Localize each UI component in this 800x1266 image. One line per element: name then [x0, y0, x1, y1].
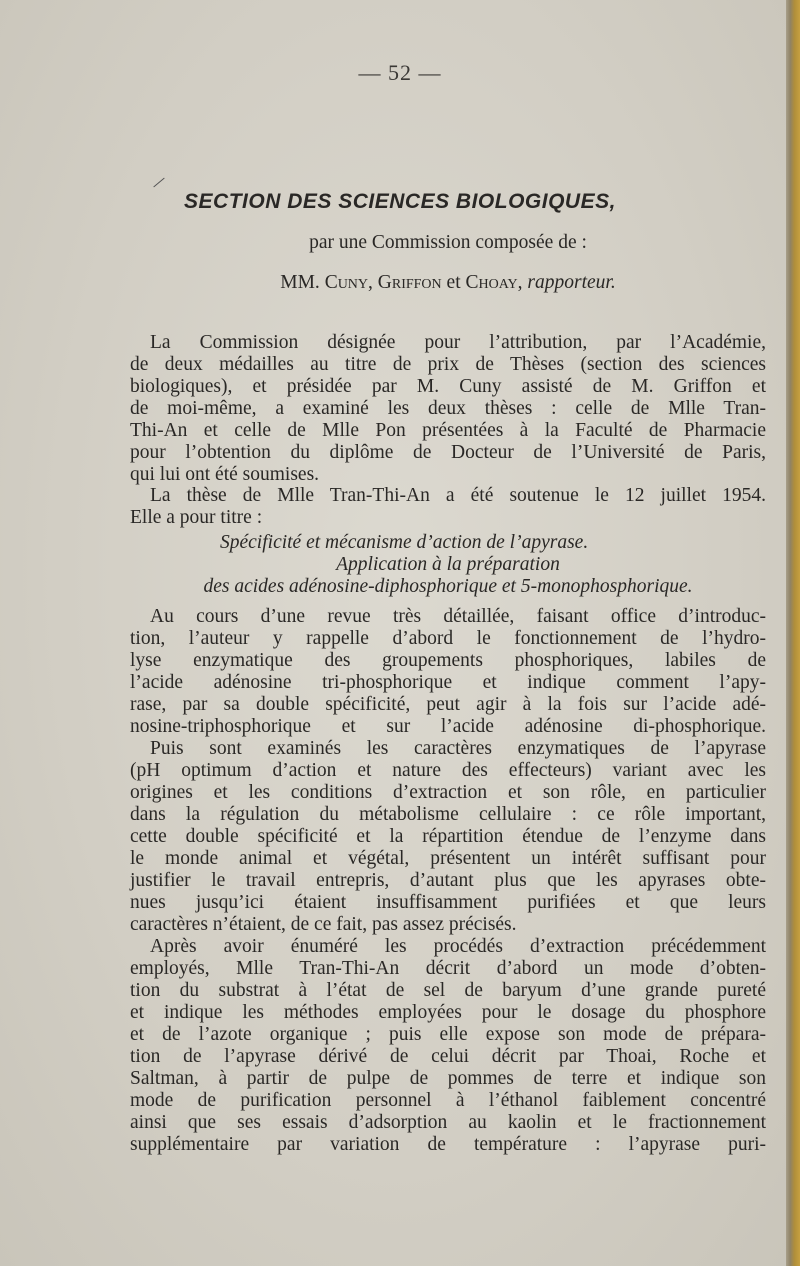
text-line: employés, Mlle Tran-Thi-An décrit d’abord un mode d’obten- — [130, 958, 766, 979]
thesis-title-line: des acides adénosine-diphosphorique et 5-monophosphorique. — [203, 576, 693, 597]
text-line: le monde animal et végétal, présentent un intérêt suffisant pour — [130, 848, 766, 869]
text-line: rase, par sa double spécificité, peut agir à la fois sur l’acide adé- — [130, 694, 766, 715]
text-line: et indique les méthodes employées pour le dosage du phosphore — [130, 1002, 766, 1023]
text-line: l’acide adénosine tri-phosphorique et indique comment l’apy- — [130, 672, 766, 693]
text-line: caractères n’étaient, de ce fait, pas assez précisés. — [130, 914, 517, 935]
commission-line: par une Commission composée de : — [309, 232, 587, 253]
text-line: Après avoir énuméré les procédés d’extraction précédemment — [150, 936, 766, 957]
thesis-title-line: Spécificité et mécanisme d’action de l’apyrase. — [220, 532, 589, 553]
text-line: tion, l’auteur y rappelle d’abord le fonctionnement de l’hydro- — [130, 628, 766, 649]
text-line: origines et les conditions d’extraction et son rôle, en particulier — [130, 782, 766, 803]
section-title: SECTION DES SCIENCES BIOLOGIQUES, — [184, 190, 616, 213]
text-line: Saltman, à partir de pulpe de pommes de terre et indique son — [130, 1068, 766, 1089]
text-line: Thi-An et celle de Mlle Pon présentées à la Faculté de Pharmacie — [130, 420, 766, 441]
text-line: tion de l’apyrase dérivé de celui décrit par Thoai, Roche et — [130, 1046, 766, 1067]
text-line: pour l’obtention du diplôme de Docteur de l’Université de Paris, — [130, 442, 766, 463]
text-line: de deux médailles au titre de prix de Thèses (section des sciences — [130, 354, 766, 375]
text-line: Puis sont examinés les caractères enzymatiques de l’apyrase — [150, 738, 766, 759]
text-line: de moi-même, a examiné les deux thèses : celle de Mlle Tran- — [130, 398, 766, 419]
text-line: nosine-triphosphorique et sur l’acide adénosine di-phosphorique. — [130, 716, 766, 737]
text-line: nues jusqu’ici étaient insuffisamment purifiées et que leurs — [130, 892, 766, 913]
text-line: mode de purification personnel à l’éthanol faiblement concentré — [130, 1090, 766, 1111]
text-line: Elle a pour titre : — [130, 507, 263, 528]
text-line: supplémentaire par variation de température : l’apyrase puri- — [130, 1134, 766, 1155]
text-line: ainsi que ses essais d’adsorption au kaolin et le fractionnement — [130, 1112, 766, 1133]
text-line: biologiques), et présidée par M. Cuny assisté de M. Griffon et — [130, 376, 766, 397]
text-line: (pH optimum d’action et nature des effecteurs) variant avec les — [130, 760, 766, 781]
text-line: tion du substrat à l’état de sel de baryum d’une grande pureté — [130, 980, 766, 1001]
text-line: justifier le travail entrepris, d’autant plus que les apyrases obte- — [130, 870, 766, 891]
thesis-title-line: Application à la préparation — [336, 554, 560, 575]
text-line: Au cours d’une revue très détaillée, faisant office d’introduc- — [150, 606, 766, 627]
text-line: qui lui ont été soumises. — [130, 464, 320, 485]
members-line: MM. Cuny, Griffon et Choay, rapporteur. — [280, 272, 616, 293]
text-line: cette double spécificité et la répartition étendue de l’enzyme dans — [130, 826, 766, 847]
text-line: dans la régulation du métabolisme cellulaire : ce rôle important, — [130, 804, 766, 825]
text-line: La Commission désignée pour l’attribution, par l’Académie, — [150, 332, 766, 353]
text-line: et de l’azote organique ; puis elle expose son mode de prépara- — [130, 1024, 766, 1045]
text-line: La thèse de Mlle Tran-Thi-An a été soutenue le 12 juillet 1954. — [150, 485, 766, 506]
page-number: — 52 — — [358, 60, 442, 85]
text-line: lyse enzymatique des groupements phosphoriques, labiles de — [130, 650, 766, 671]
